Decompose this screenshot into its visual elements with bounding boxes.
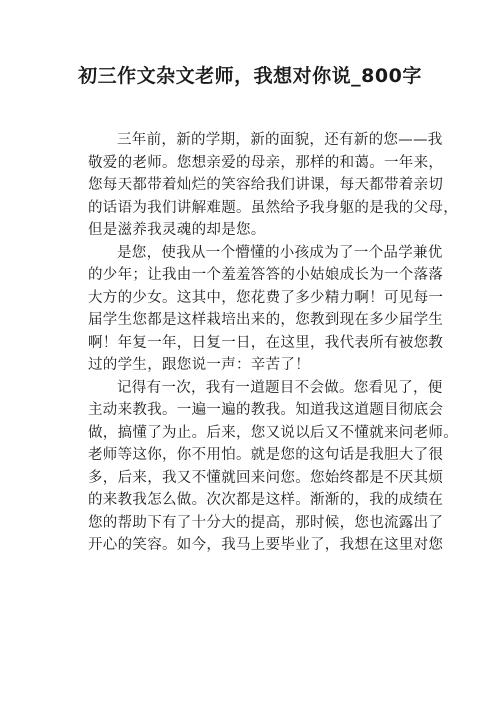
text-line: 您的帮助下有了十分大的提高，那时候，您也流露出了 [88,514,444,531]
text-line: 做，搞懂了为止。后来，您又说以后又不懂就来问老师。 [88,424,458,441]
text-line: 三年前，新的学期，新的面貌，还有新的您——我 [117,132,443,148]
text-line: 主动来教我。一遍一遍的教我。知道我这道题目彻底会 [88,402,444,418]
text-line: 是您，使我从一个懵懂的小孩成为了一个品学兼优 [117,244,443,261]
text-line: 大方的少女。这其中，您花费了多少精力啊！可见每一 [88,289,444,306]
document-title: 初三作文杂文老师，我想对你说_800字 [78,65,422,87]
text-line: 但是滋养我灵魂的却是您。 [88,222,266,238]
text-line: 届学生您都是这样栽培出来的，您教到现在多少届学生 [88,312,444,328]
text-line: 敬爱的老师。您想亲爱的母亲，那样的和蔼。一年来， [88,154,444,171]
text-line: 多，后来，我又不懂就回来问您。您始终都是不厌其烦 [88,469,444,486]
text-line: 的话语为我们讲解难题。虽然给予我身躯的是我的父母， [88,199,458,216]
text-line: 的少年；让我由一个羞羞答答的小姑娘成长为一个落落 [88,267,444,283]
text-line: 您每天都带着灿烂的笑容给我们讲课，每天都带着亲切 [88,177,444,193]
text-line: 开心的笑容。如今，我马上要毕业了，我想在这里对您 [88,537,444,553]
text-line: 的来教我怎么做。次次都是这样。渐渐的，我的成绩在 [88,492,444,508]
text-line: 老师等这你，你不用怕。就是您的这句话是我胆大了很 [88,447,444,463]
text-line: 啊！年复一年，日复一日，在这里，我代表所有被您教 [88,334,444,351]
document-body [88,129,458,557]
text-line: 过的学生，跟您说一声：辛苦了！ [88,357,310,373]
text-line: 记得有一次，我有一道题目不会做。您看见了，便 [117,379,443,396]
